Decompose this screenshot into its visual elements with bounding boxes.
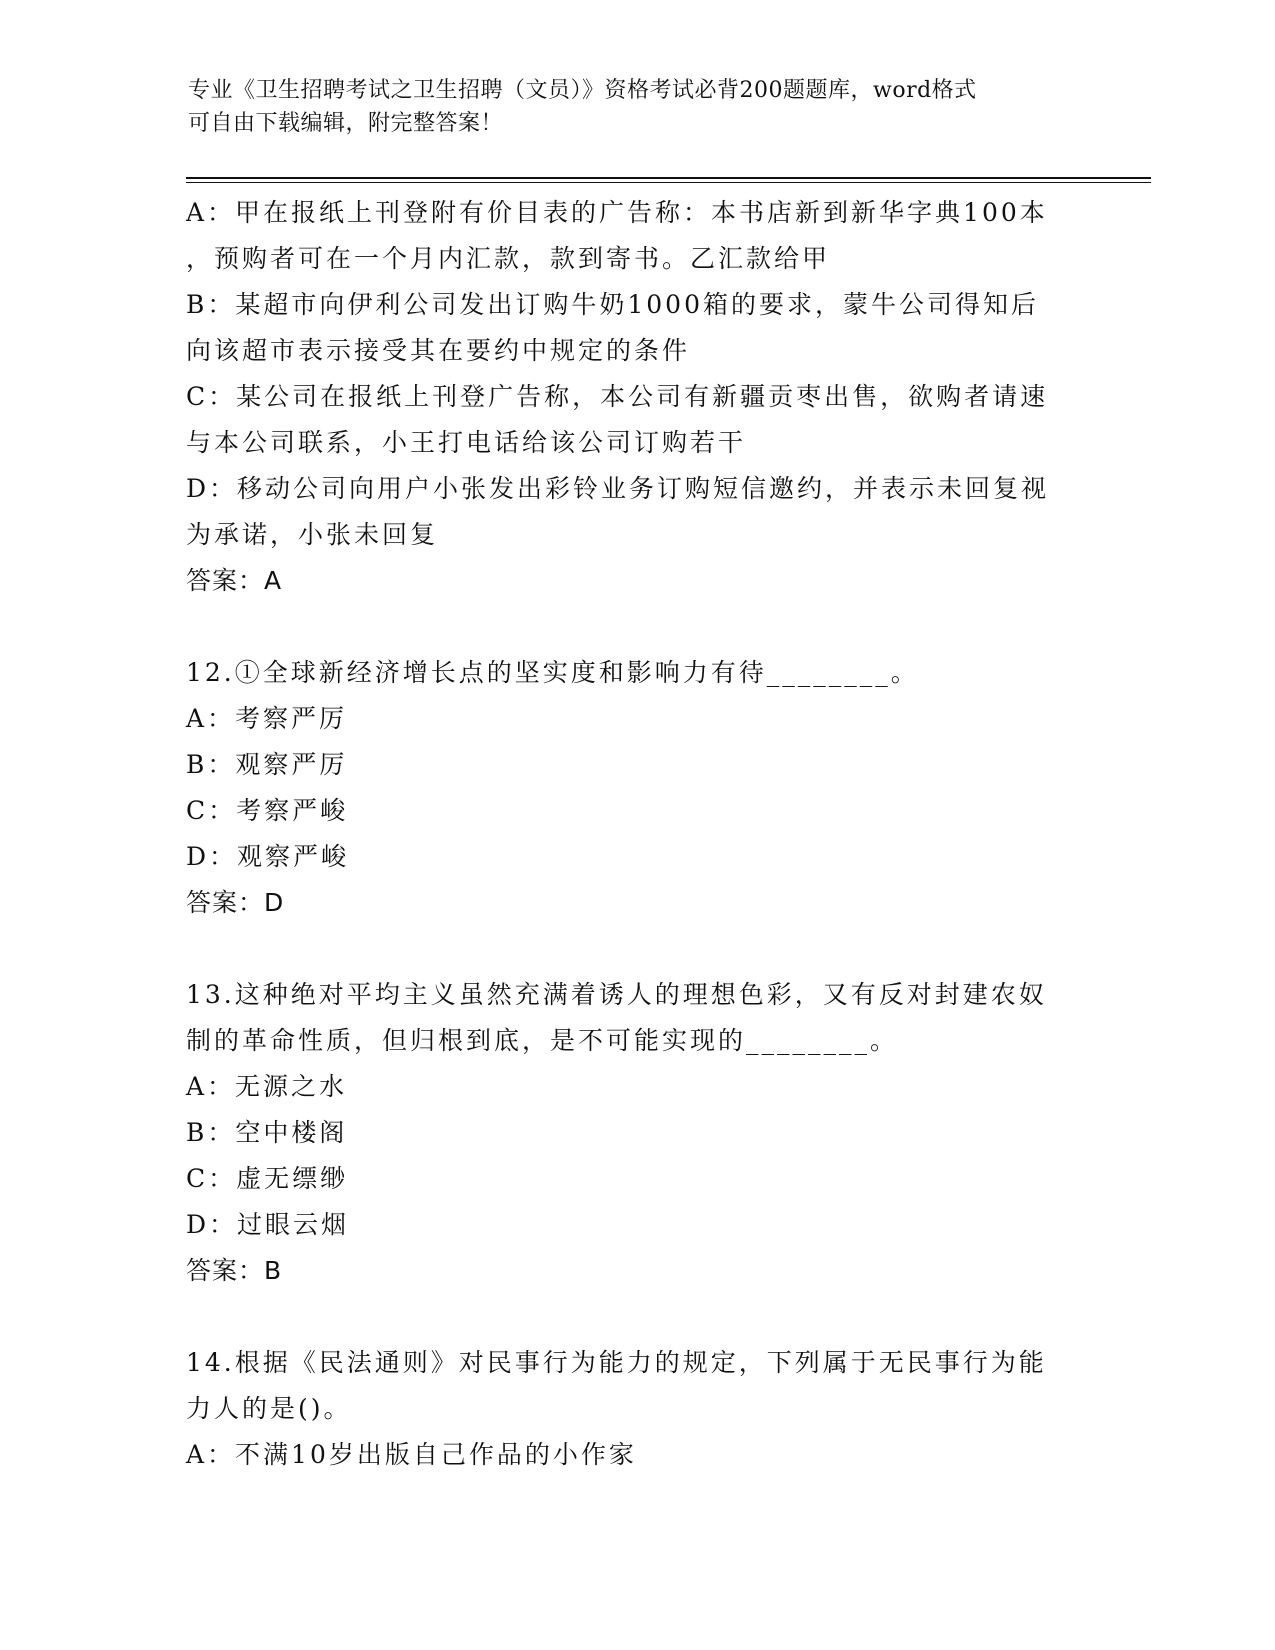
q13-option-d: D：过眼云烟 (186, 1210, 350, 1239)
q12-stem: 12.①全球新经济增长点的坚实度和影响力有待________。 (186, 658, 919, 687)
q13-option-c: C：虚无缥缈 (186, 1164, 349, 1193)
question-12-block (186, 650, 1086, 926)
q11-option-a-line-1: A：甲在报纸上刊登附有价目表的广告称：本书店新到新华字典100本 (186, 198, 1048, 227)
q11-option-b-line-2: 向该超市表示接受其在要约中规定的条件 (186, 336, 691, 365)
q11-option-d-line-1: D：移动公司向用户小张发出彩铃业务订购短信邀约，并表示未回复视 (186, 474, 1050, 503)
header-divider-thin (186, 182, 1151, 183)
q11-option-d-line-2: 为承诺，小张未回复 (186, 520, 439, 549)
q13-option-b: B：空中楼阁 (186, 1118, 348, 1147)
q12-answer: 答案：D (186, 888, 285, 917)
q13-option-a: A：无源之水 (186, 1072, 348, 1101)
question-13-block (186, 972, 1086, 1294)
q13-stem-line-2: 制的革命性质，但归根到底，是不可能实现的________。 (186, 1026, 899, 1055)
q13-stem-line-1: 13.这种绝对平均主义虽然充满着诱人的理想色彩，又有反对封建农奴 (186, 980, 1047, 1009)
q12-option-d: D：观察严峻 (186, 842, 350, 871)
q11-option-b-line-1: B：某超市向伊利公司发出订购牛奶1000箱的要求，蒙牛公司得知后 (186, 290, 1039, 319)
q12-option-c: C：考察严峻 (186, 796, 349, 825)
q11-option-a-line-2: ，预购者可在一个月内汇款，款到寄书。乙汇款给甲 (186, 244, 831, 273)
question-content (186, 190, 1086, 1478)
q11-option-c-line-2: 与本公司联系，小王打电话给该公司订购若干 (186, 428, 747, 457)
header-divider-thick (186, 177, 1151, 179)
header-title-line-2: 可自由下载编辑，附完整答案！ (188, 111, 504, 136)
q14-option-a: A：不满10岁出版自己作品的小作家 (186, 1440, 637, 1469)
q14-stem-line-2: 力人的是()。 (186, 1394, 352, 1423)
q12-option-b: B：观察严厉 (186, 750, 348, 779)
q11-answer: 答案：A (186, 566, 283, 595)
q12-option-a: A：考察严厉 (186, 704, 348, 733)
question-14-block (186, 1340, 1086, 1478)
q13-answer: 答案：B (186, 1256, 283, 1285)
document-header (188, 74, 1088, 140)
q11-option-c-line-1: C：某公司在报纸上刊登广告称，本公司有新疆贡枣出售，欲购者请速 (186, 382, 1049, 411)
header-title-line-1: 专业《卫生招聘考试之卫生招聘（文员）》资格考试必背200题题库，word格式 (188, 78, 977, 103)
question-11-block (186, 190, 1086, 604)
q14-stem-line-1: 14.根据《民法通则》对民事行为能力的规定，下列属于无民事行为能 (186, 1348, 1047, 1377)
